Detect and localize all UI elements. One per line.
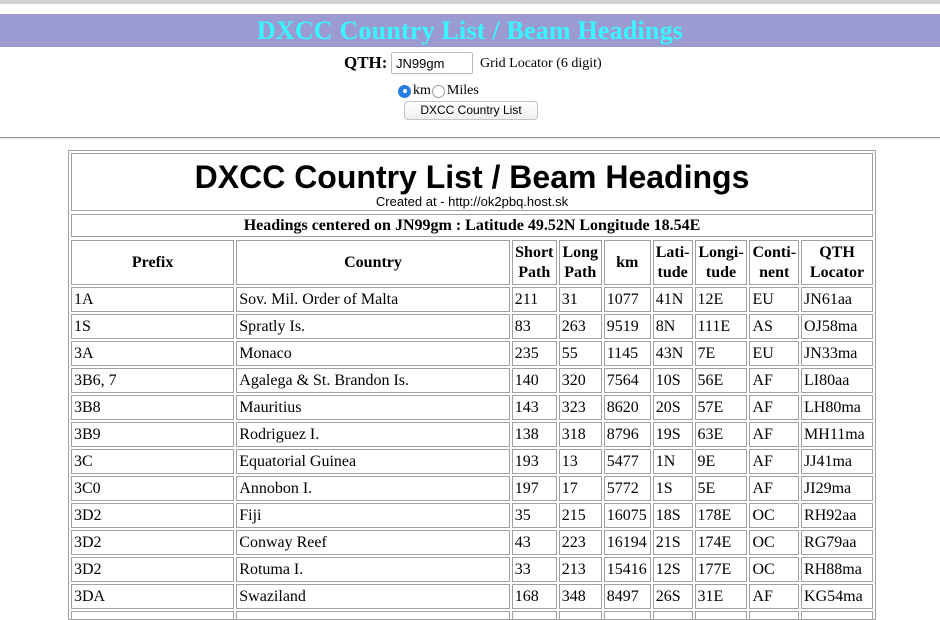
cell-prefix: 1S [71, 314, 234, 339]
cell-country: Annobon I. [236, 476, 510, 501]
cell-short-path: 197 [512, 476, 557, 501]
top-border [0, 0, 940, 4]
cell-short-path: 83 [512, 314, 557, 339]
cell-short-path: 211 [512, 287, 557, 312]
cell-continent: OC [749, 557, 799, 582]
cell-qth-locator: JI29ma [801, 476, 873, 501]
cell-continent: AF [749, 395, 799, 420]
cell-long-path: 223 [559, 530, 602, 555]
cell-continent: OC [749, 503, 799, 528]
qth-input[interactable] [391, 52, 473, 74]
grid-locator-note: Grid Locator (6 digit) [480, 56, 602, 71]
cell-prefix [71, 611, 234, 620]
cell-long-path: 263 [559, 314, 602, 339]
table-row [71, 422, 873, 447]
cell-long-path: 13 [559, 449, 602, 474]
cell-km: 5477 [604, 449, 651, 474]
cell-km [604, 611, 651, 620]
table-row [71, 476, 873, 501]
cell-longitude: 177E [695, 557, 748, 582]
cell-km: 1077 [604, 287, 651, 312]
centered-on-text: Headings centered on JN99gm : Latitude 49.52N Longitude 18.54E [71, 214, 873, 237]
cell-km: 15416 [604, 557, 651, 582]
cell-longitude: 12E [695, 287, 748, 312]
cell-longitude [695, 611, 748, 620]
cell-short-path: 143 [512, 395, 557, 420]
cell-latitude: 1S [653, 476, 693, 501]
cell-long-path: 320 [559, 368, 602, 393]
table-row [71, 449, 873, 474]
cell-short-path: 140 [512, 368, 557, 393]
cell-country: Equatorial Guinea [236, 449, 510, 474]
cell-continent: EU [749, 287, 799, 312]
qth-form [0, 52, 940, 76]
cell-prefix: 3B8 [71, 395, 234, 420]
report-title: DXCC Country List / Beam Headings [194, 159, 750, 195]
col-country: Country [236, 240, 510, 285]
cell-continent: EU [749, 341, 799, 366]
cell-km: 1145 [604, 341, 651, 366]
cell-km: 8620 [604, 395, 651, 420]
cell-longitude: 111E [695, 314, 748, 339]
cell-continent: AF [749, 476, 799, 501]
table-row [71, 314, 873, 339]
cell-longitude: 174E [695, 530, 748, 555]
col-km: km [604, 240, 651, 285]
cell-prefix: 3B6, 7 [71, 368, 234, 393]
qth-label: QTH: [344, 53, 388, 72]
col-qth-locator: QTH Locator [801, 240, 873, 285]
cell-km: 16075 [604, 503, 651, 528]
cell-country: Fiji [236, 503, 510, 528]
km-label: km [413, 83, 431, 98]
cell-qth-locator: JN61aa [801, 287, 873, 312]
cell-continent: OC [749, 530, 799, 555]
cell-qth-locator: RH88ma [801, 557, 873, 582]
table-header-row [71, 240, 873, 285]
table-row [71, 611, 873, 620]
cell-prefix: 3D2 [71, 557, 234, 582]
cell-qth-locator [801, 611, 873, 620]
cell-continent [749, 611, 799, 620]
cell-prefix: 3A [71, 341, 234, 366]
cell-prefix: 3DA [71, 584, 234, 609]
cell-km: 16194 [604, 530, 651, 555]
col-short-path: Short Path [512, 240, 557, 285]
cell-qth-locator: LH80ma [801, 395, 873, 420]
cell-long-path: 213 [559, 557, 602, 582]
cell-short-path: 33 [512, 557, 557, 582]
cell-continent: AF [749, 368, 799, 393]
cell-short-path: 35 [512, 503, 557, 528]
cell-qth-locator: JN33ma [801, 341, 873, 366]
cell-prefix: 1A [71, 287, 234, 312]
cell-longitude: 5E [695, 476, 748, 501]
cell-long-path: 348 [559, 584, 602, 609]
col-latitude: Lati- tude [653, 240, 693, 285]
col-continent: Conti- nent [749, 240, 799, 285]
cell-continent: AF [749, 584, 799, 609]
created-at-text: Created at - http://ok2pbq.host.sk [375, 194, 569, 209]
cell-qth-locator: RG79aa [801, 530, 873, 555]
cell-km: 8497 [604, 584, 651, 609]
table-row [71, 584, 873, 609]
table-row [71, 341, 873, 366]
cell-long-path [559, 611, 602, 620]
table-row [71, 557, 873, 582]
miles-radio[interactable] [432, 85, 445, 98]
cell-latitude: 10S [653, 368, 693, 393]
cell-latitude: 18S [653, 503, 693, 528]
cell-longitude: 63E [695, 422, 748, 447]
cell-longitude: 31E [695, 584, 748, 609]
cell-long-path: 215 [559, 503, 602, 528]
cell-latitude: 26S [653, 584, 693, 609]
km-radio[interactable] [398, 85, 411, 98]
cell-short-path: 193 [512, 449, 557, 474]
cell-country: Rotuma I. [236, 557, 510, 582]
cell-short-path: 138 [512, 422, 557, 447]
cell-country: Conway Reef [236, 530, 510, 555]
table-row [71, 395, 873, 420]
cell-km: 9519 [604, 314, 651, 339]
cell-long-path: 31 [559, 287, 602, 312]
cell-qth-locator: LI80aa [801, 368, 873, 393]
cell-country: Spratly Is. [236, 314, 510, 339]
cell-qth-locator: KG54ma [801, 584, 873, 609]
cell-latitude [653, 611, 693, 620]
cell-latitude: 19S [653, 422, 693, 447]
cell-latitude: 41N [653, 287, 693, 312]
cell-short-path: 235 [512, 341, 557, 366]
miles-label: Miles [446, 83, 479, 98]
cell-longitude: 57E [695, 395, 748, 420]
cell-longitude: 56E [695, 368, 748, 393]
table-row [71, 530, 873, 555]
cell-latitude: 43N [653, 341, 693, 366]
cell-longitude: 7E [695, 341, 748, 366]
cell-qth-locator: RH92aa [801, 503, 873, 528]
cell-latitude: 12S [653, 557, 693, 582]
cell-prefix: 3C0 [71, 476, 234, 501]
cell-qth-locator: JJ41ma [801, 449, 873, 474]
cell-qth-locator: MH11ma [801, 422, 873, 447]
cell-latitude: 8N [653, 314, 693, 339]
cell-country: Agalega & St. Brandon Is. [236, 368, 510, 393]
cell-country: Rodriguez I. [236, 422, 510, 447]
col-prefix: Prefix [71, 240, 234, 285]
page-banner: DXCC Country List / Beam Headings [0, 14, 940, 47]
cell-country: Mauritius [236, 395, 510, 420]
report-header [71, 153, 873, 211]
col-long-path: Long Path [559, 240, 602, 285]
unit-selector [398, 82, 480, 100]
cell-country: Swaziland [236, 584, 510, 609]
cell-prefix: 3B9 [71, 422, 234, 447]
cell-long-path: 17 [559, 476, 602, 501]
cell-short-path: 43 [512, 530, 557, 555]
cell-short-path: 168 [512, 584, 557, 609]
dxcc-table [69, 238, 875, 620]
cell-short-path [512, 611, 557, 620]
cell-long-path: 318 [559, 422, 602, 447]
cell-continent: AS [749, 314, 799, 339]
cell-long-path: 323 [559, 395, 602, 420]
cell-km: 8796 [604, 422, 651, 447]
cell-continent: AF [749, 449, 799, 474]
dxcc-list-button[interactable]: DXCC Country List [404, 101, 538, 120]
cell-continent: AF [749, 422, 799, 447]
cell-km: 7564 [604, 368, 651, 393]
cell-qth-locator: OJ58ma [801, 314, 873, 339]
cell-long-path: 55 [559, 341, 602, 366]
cell-prefix: 3C [71, 449, 234, 474]
table-row [71, 287, 873, 312]
table-row [71, 503, 873, 528]
divider [0, 137, 940, 139]
cell-longitude: 178E [695, 503, 748, 528]
cell-country: Monaco [236, 341, 510, 366]
cell-country [236, 611, 510, 620]
cell-latitude: 1N [653, 449, 693, 474]
cell-country: Sov. Mil. Order of Malta [236, 287, 510, 312]
cell-latitude: 21S [653, 530, 693, 555]
table-row [71, 368, 873, 393]
cell-prefix: 3D2 [71, 503, 234, 528]
report-container [68, 150, 876, 620]
col-longitude: Longi- tude [695, 240, 748, 285]
cell-longitude: 9E [695, 449, 748, 474]
cell-latitude: 20S [653, 395, 693, 420]
cell-prefix: 3D2 [71, 530, 234, 555]
cell-km: 5772 [604, 476, 651, 501]
